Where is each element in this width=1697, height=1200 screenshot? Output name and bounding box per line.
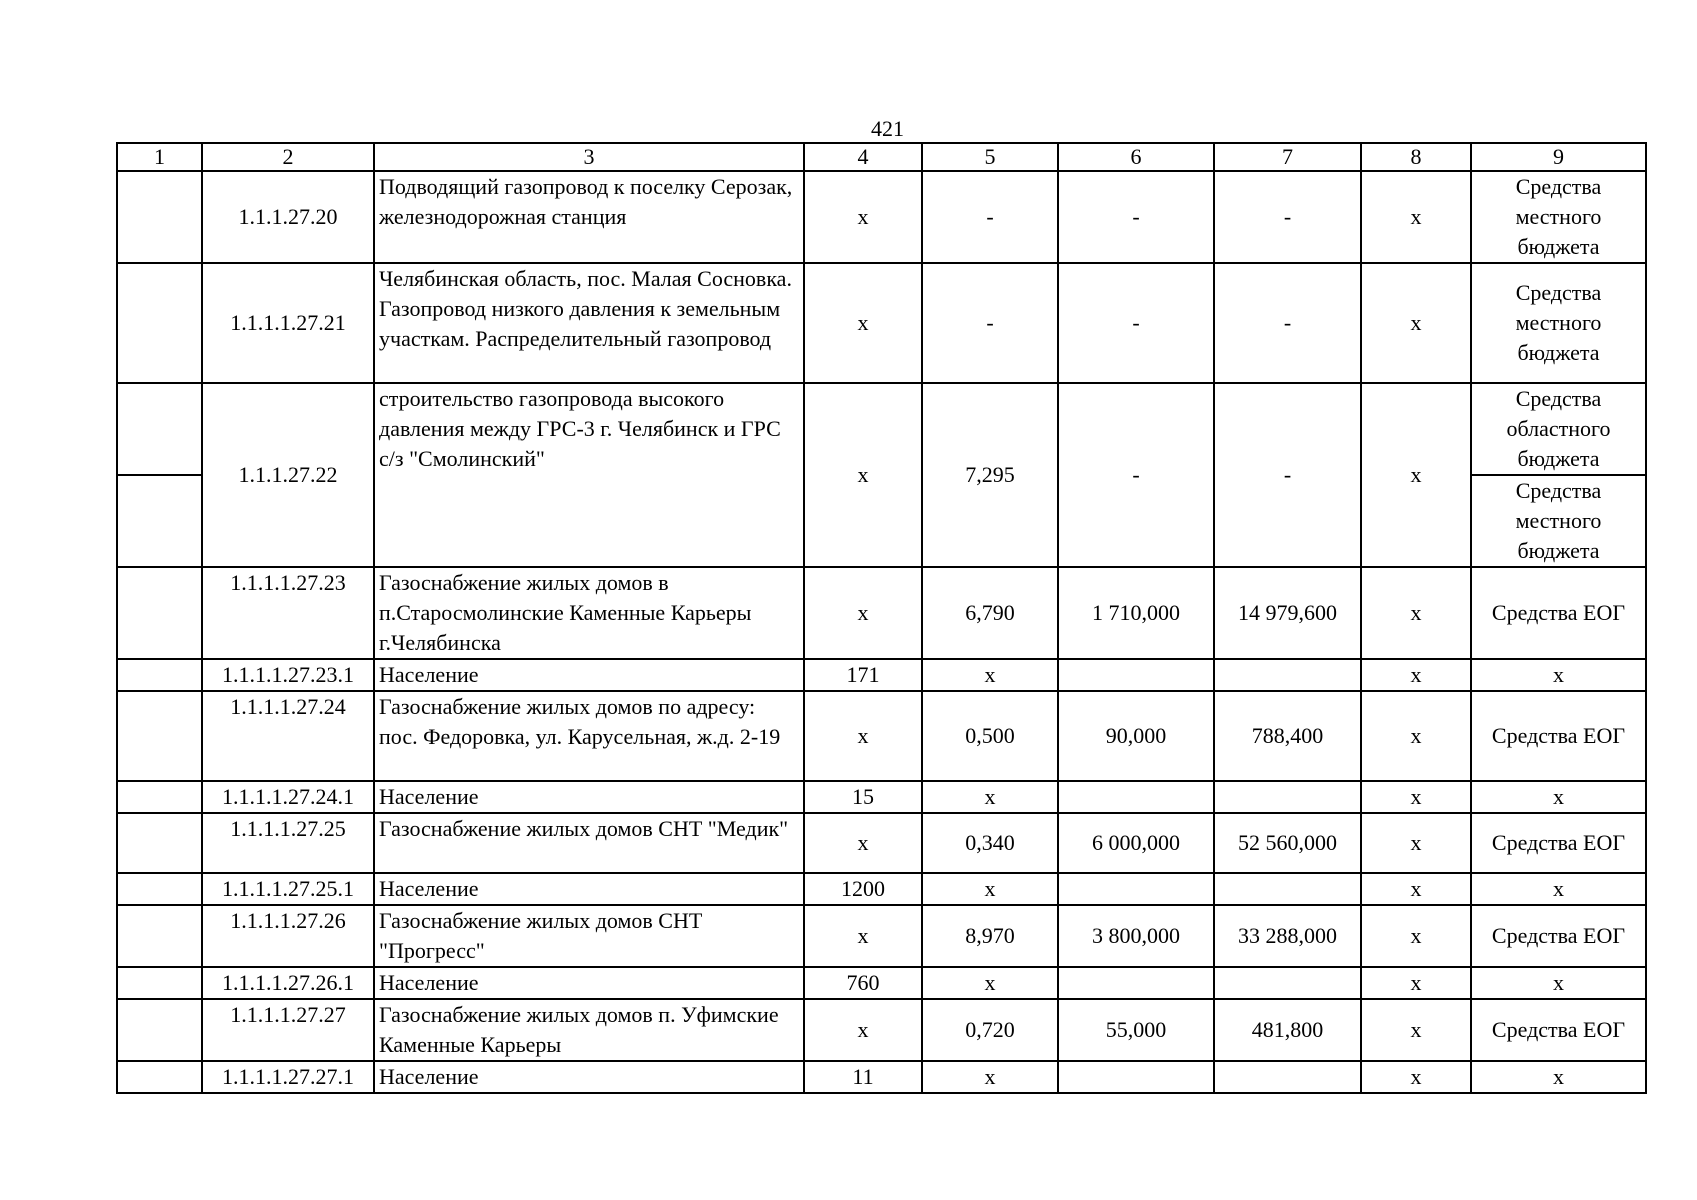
header-cell: 5 <box>922 143 1058 171</box>
cell-col6 <box>1058 967 1214 999</box>
cell-col1 <box>117 475 202 567</box>
cell-funding: Средства местного бюджета <box>1471 475 1646 567</box>
cell-col7: - <box>1214 383 1361 567</box>
cell-col5: 6,790 <box>922 567 1058 659</box>
cell-col1 <box>117 263 202 383</box>
header-cell: 9 <box>1471 143 1646 171</box>
cell-col4: 15 <box>804 781 922 813</box>
cell-col1 <box>117 691 202 781</box>
cell-col6: 1 710,000 <box>1058 567 1214 659</box>
cell-col4: 171 <box>804 659 922 691</box>
cell-funding: х <box>1471 659 1646 691</box>
cell-name: Подводящий газопровод к поселку Серозак, железнодорожная станция <box>374 171 804 263</box>
cell-col1 <box>117 781 202 813</box>
cell-funding: Средства ЕОГ <box>1471 905 1646 967</box>
cell-col6 <box>1058 781 1214 813</box>
cell-col7 <box>1214 967 1361 999</box>
cell-col8: х <box>1361 659 1471 691</box>
cell-col8: х <box>1361 383 1471 567</box>
cell-col8: х <box>1361 967 1471 999</box>
cell-col6: 90,000 <box>1058 691 1214 781</box>
table-row <box>117 383 1646 475</box>
cell-col6 <box>1058 873 1214 905</box>
table-row <box>117 813 1646 873</box>
cell-col5: 8,970 <box>922 905 1058 967</box>
cell-col5: 7,295 <box>922 383 1058 567</box>
cell-name: Газоснабжение жилых домов п. Уфимские Каменные Карьеры <box>374 999 804 1061</box>
cell-code: 1.1.1.1.27.26 <box>202 905 374 967</box>
cell-col7 <box>1214 659 1361 691</box>
cell-col5: х <box>922 1061 1058 1093</box>
header-cell: 4 <box>804 143 922 171</box>
cell-col1 <box>117 905 202 967</box>
cell-col1 <box>117 1061 202 1093</box>
table-row <box>117 873 1646 905</box>
cell-funding: Средства ЕОГ <box>1471 813 1646 873</box>
cell-col1 <box>117 383 202 475</box>
cell-col5: - <box>922 171 1058 263</box>
cell-col5: х <box>922 659 1058 691</box>
cell-col4: х <box>804 171 922 263</box>
cell-name: Газоснабжение жилых домов СНТ "Медик" <box>374 813 804 873</box>
cell-col7 <box>1214 781 1361 813</box>
cell-funding: Средства местного бюджета <box>1471 171 1646 263</box>
cell-col1 <box>117 999 202 1061</box>
table-row <box>117 171 1646 263</box>
cell-col7 <box>1214 873 1361 905</box>
cell-col4: х <box>804 263 922 383</box>
cell-col5: х <box>922 781 1058 813</box>
cell-name: Население <box>374 1061 804 1093</box>
cell-col8: х <box>1361 567 1471 659</box>
table-row <box>117 1061 1646 1093</box>
cell-col7: 788,400 <box>1214 691 1361 781</box>
header-cell: 6 <box>1058 143 1214 171</box>
cell-col6: 3 800,000 <box>1058 905 1214 967</box>
cell-col8: х <box>1361 1061 1471 1093</box>
cell-col1 <box>117 967 202 999</box>
cell-funding: Средства местного бюджета <box>1471 263 1646 383</box>
header-cell: 3 <box>374 143 804 171</box>
cell-code: 1.1.1.1.27.23.1 <box>202 659 374 691</box>
cell-col7: - <box>1214 171 1361 263</box>
cell-code: 1.1.1.1.27.25.1 <box>202 873 374 905</box>
cell-col5: х <box>922 873 1058 905</box>
cell-col8: х <box>1361 171 1471 263</box>
cell-col4: 11 <box>804 1061 922 1093</box>
cell-funding: Средства областного бюджета <box>1471 383 1646 475</box>
cell-col7: - <box>1214 263 1361 383</box>
cell-col7: 52 560,000 <box>1214 813 1361 873</box>
header-cell: 7 <box>1214 143 1361 171</box>
cell-col7: 481,800 <box>1214 999 1361 1061</box>
cell-col8: х <box>1361 873 1471 905</box>
cell-col1 <box>117 813 202 873</box>
cell-col1 <box>117 567 202 659</box>
cell-funding: Средства ЕОГ <box>1471 567 1646 659</box>
cell-col7: 14 979,600 <box>1214 567 1361 659</box>
cell-col4: х <box>804 383 922 567</box>
cell-col8: х <box>1361 691 1471 781</box>
cell-col4: 1200 <box>804 873 922 905</box>
cell-col4: х <box>804 905 922 967</box>
table-row <box>117 967 1646 999</box>
cell-col5: 0,500 <box>922 691 1058 781</box>
header-cell: 8 <box>1361 143 1471 171</box>
cell-col6 <box>1058 1061 1214 1093</box>
header-cell: 1 <box>117 143 202 171</box>
cell-funding: Средства ЕОГ <box>1471 691 1646 781</box>
cell-col5: 0,720 <box>922 999 1058 1061</box>
cell-name: Газоснабжение жилых домов СНТ "Прогресс" <box>374 905 804 967</box>
cell-col4: х <box>804 691 922 781</box>
program-table <box>116 142 1647 1094</box>
cell-col4: х <box>804 813 922 873</box>
cell-col5: 0,340 <box>922 813 1058 873</box>
cell-col1 <box>117 659 202 691</box>
cell-col6: 6 000,000 <box>1058 813 1214 873</box>
cell-code: 1.1.1.1.27.24 <box>202 691 374 781</box>
cell-col8: х <box>1361 813 1471 873</box>
header-row <box>117 143 1646 171</box>
cell-col4: 760 <box>804 967 922 999</box>
cell-col1 <box>117 171 202 263</box>
cell-col8: х <box>1361 781 1471 813</box>
cell-code: 1.1.1.1.27.26.1 <box>202 967 374 999</box>
cell-name: Население <box>374 873 804 905</box>
cell-col7: 33 288,000 <box>1214 905 1361 967</box>
cell-col5: х <box>922 967 1058 999</box>
cell-col6: 55,000 <box>1058 999 1214 1061</box>
cell-funding: х <box>1471 967 1646 999</box>
table-row <box>117 691 1646 781</box>
cell-col8: х <box>1361 905 1471 967</box>
cell-col8: х <box>1361 999 1471 1061</box>
cell-funding: х <box>1471 1061 1646 1093</box>
cell-col7 <box>1214 1061 1361 1093</box>
cell-col4: х <box>804 567 922 659</box>
cell-col6 <box>1058 659 1214 691</box>
header-cell: 2 <box>202 143 374 171</box>
cell-col6: - <box>1058 383 1214 567</box>
table-row <box>117 905 1646 967</box>
cell-name: Челябинская область, пос. Малая Сосновка. Газопровод низкого давления к земельным участкам. Распределительный газопровод <box>374 263 804 383</box>
cell-code: 1.1.1.27.20 <box>202 171 374 263</box>
cell-col6: - <box>1058 263 1214 383</box>
table-row <box>117 263 1646 383</box>
cell-code: 1.1.1.27.22 <box>202 383 374 567</box>
cell-col5: - <box>922 263 1058 383</box>
cell-name: Газоснабжение жилых домов по адресу: пос. Федоровка, ул. Карусельная, ж.д. 2-19 <box>374 691 804 781</box>
cell-col8: х <box>1361 263 1471 383</box>
table-row <box>117 567 1646 659</box>
cell-funding: х <box>1471 781 1646 813</box>
cell-code: 1.1.1.1.27.25 <box>202 813 374 873</box>
cell-name: Население <box>374 659 804 691</box>
cell-name: Газоснабжение жилых домов в п.Старосмолинские Каменные Карьеры г.Челябинска <box>374 567 804 659</box>
cell-code: 1.1.1.1.27.24.1 <box>202 781 374 813</box>
cell-col6: - <box>1058 171 1214 263</box>
table-row <box>117 781 1646 813</box>
cell-code: 1.1.1.1.27.27 <box>202 999 374 1061</box>
cell-code: 1.1.1.1.27.21 <box>202 263 374 383</box>
cell-col1 <box>117 873 202 905</box>
table-row <box>117 999 1646 1061</box>
cell-name: Население <box>374 967 804 999</box>
cell-funding: Средства ЕОГ <box>1471 999 1646 1061</box>
page-number: 421 <box>871 116 904 141</box>
cell-name: строительство газопровода высокого давления между ГРС-3 г. Челябинск и ГРС с/з "Смолинский" <box>374 383 804 567</box>
table-row <box>117 659 1646 691</box>
cell-name: Население <box>374 781 804 813</box>
cell-code: 1.1.1.1.27.23 <box>202 567 374 659</box>
cell-col4: х <box>804 999 922 1061</box>
cell-funding: х <box>1471 873 1646 905</box>
cell-code: 1.1.1.1.27.27.1 <box>202 1061 374 1093</box>
